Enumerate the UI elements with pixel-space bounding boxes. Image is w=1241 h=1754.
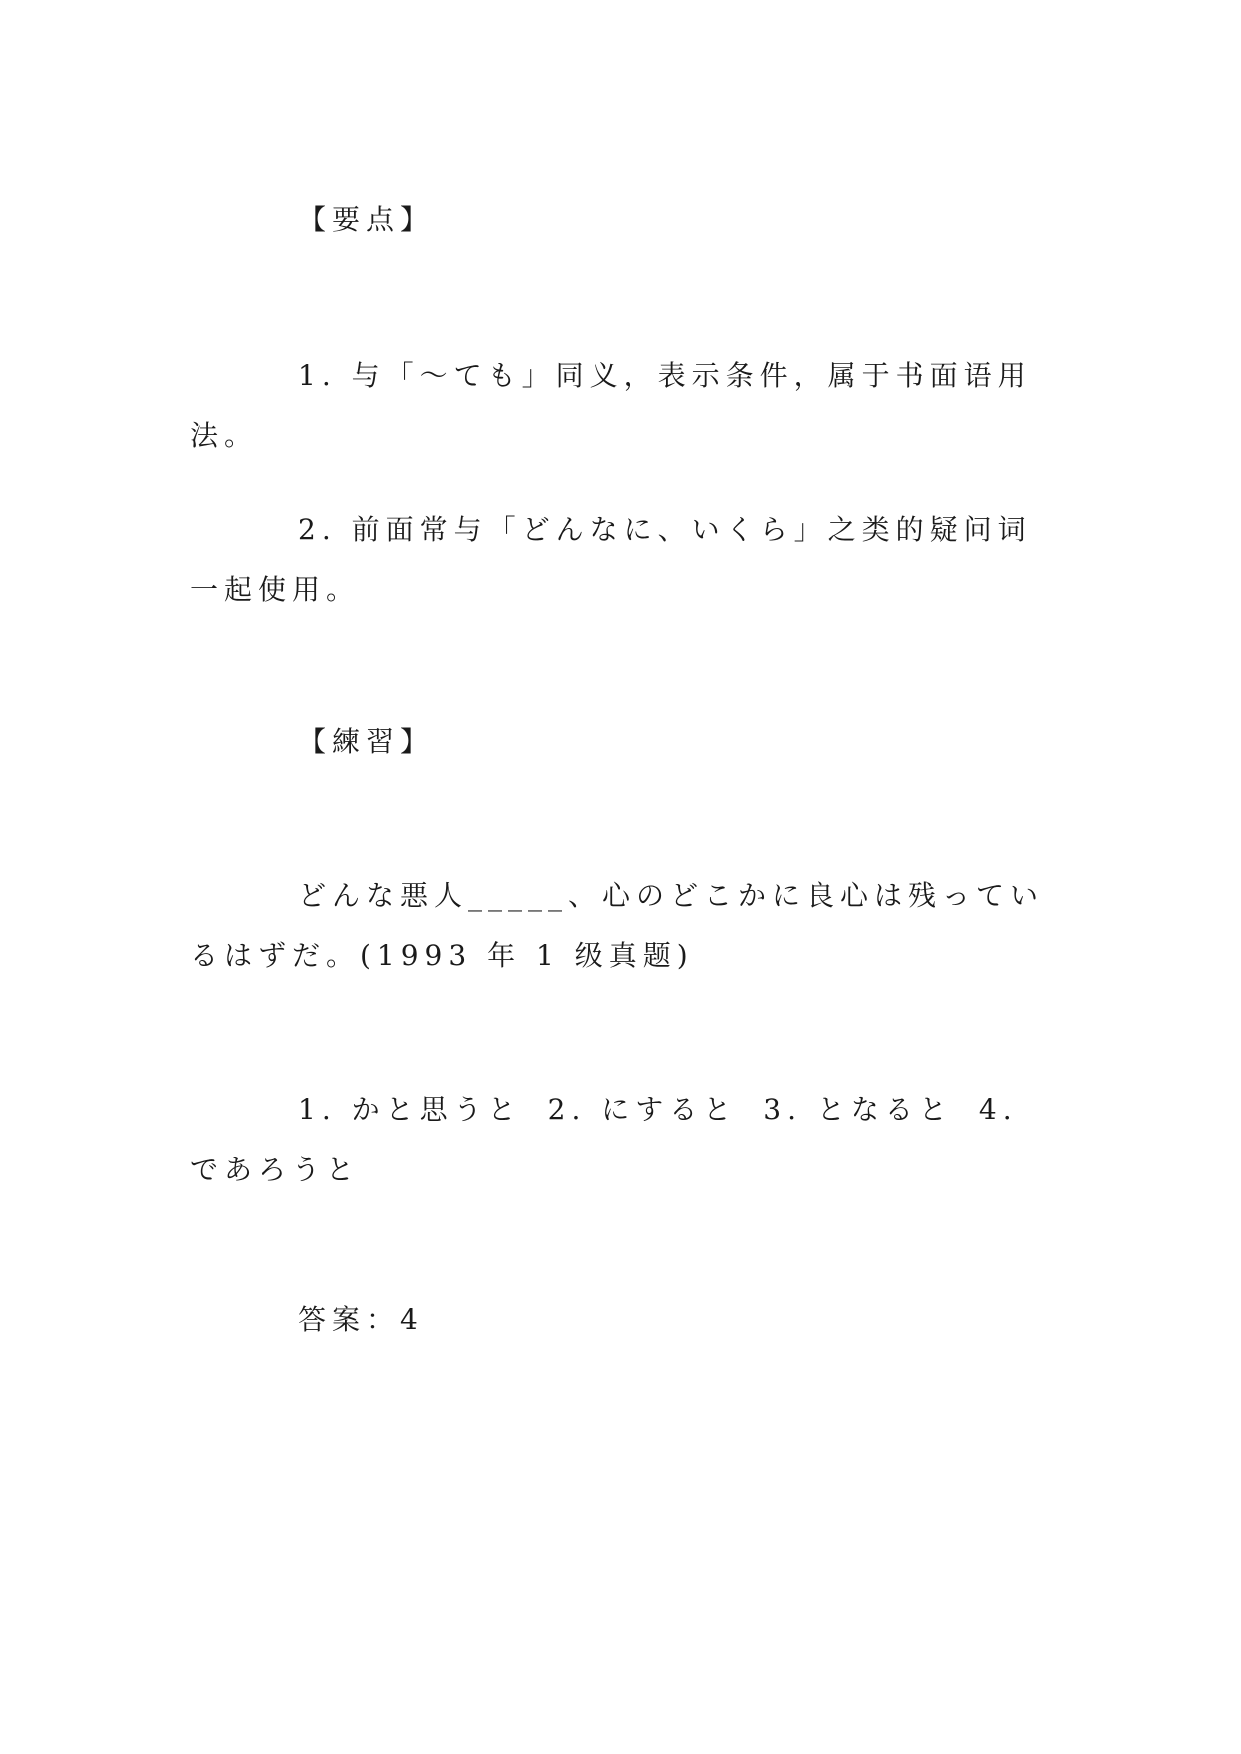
practice-answer: 答案：4 xyxy=(298,1303,424,1336)
practice-question: どんな悪人_____、心のどこかに良心は残っているはずだ。(1993 年 1 级真题) xyxy=(190,879,1045,972)
points-heading: 【要点】 xyxy=(298,203,435,236)
option-4: 4. であろうと xyxy=(190,1093,1018,1186)
option-2: 2. にすると xyxy=(547,1093,738,1126)
practice-heading: 【練習】 xyxy=(298,725,435,758)
option-3: 3. となると xyxy=(763,1093,953,1126)
option-1: 1. かと思うと xyxy=(298,1093,522,1126)
practice-options xyxy=(190,1080,1050,1200)
points-item-2: 2. 前面常与「どんなに、いくら」之类的疑问词一起使用。 xyxy=(190,513,1032,606)
points-item-1: 1. 与「～ても」同义，表示条件，属于书面语用法。 xyxy=(190,359,1032,452)
